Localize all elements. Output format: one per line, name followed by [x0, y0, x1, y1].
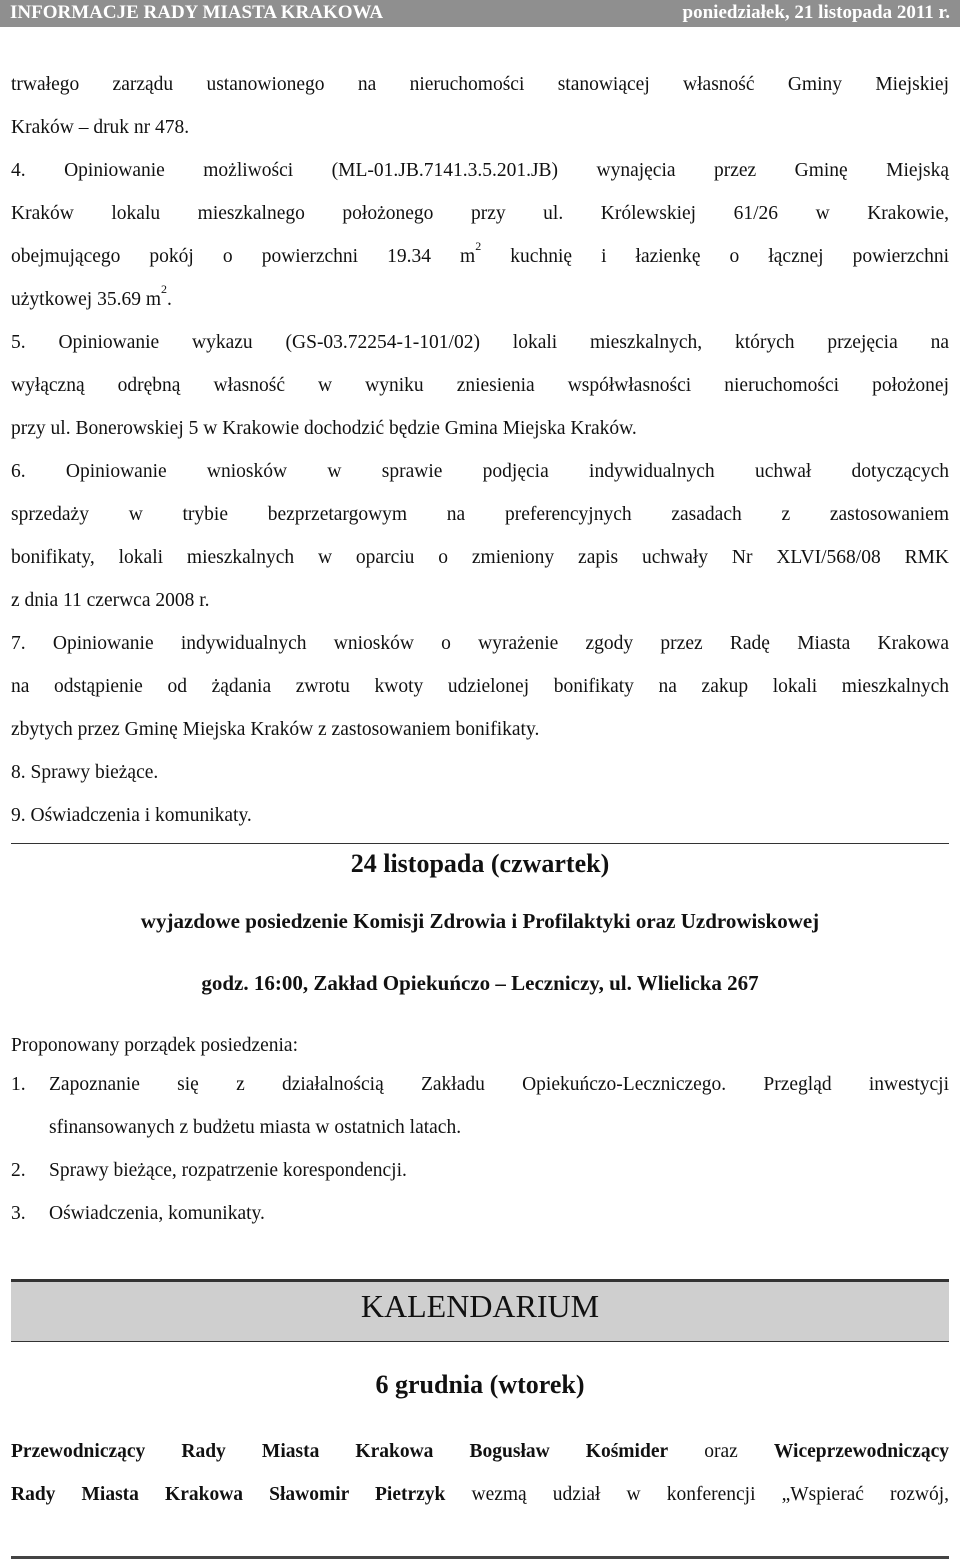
body-line: zbytych przez Gminę Miejska Kraków z zastosowaniem bonifikaty.	[11, 719, 540, 740]
list-item: Sprawy bieżące, rozpatrzenie korespondencji.	[49, 1160, 407, 1181]
body-line: Kraków – druk nr 478.	[11, 117, 190, 138]
header-date: poniedziałek, 21 listopada 2011 r.	[682, 2, 950, 23]
meeting-time-place: godz. 16:00, Zakład Opiekuńczo – Leczniczy, ul. Wlielicka 267	[201, 971, 759, 995]
body-line: wyłączną odrębną własność w wyniku zniesienia współwłasności nieruchomości położonej	[11, 375, 949, 396]
list-number: 2.	[11, 1160, 26, 1181]
agenda-item-6: 6. Opiniowanie wniosków w sprawie podjęcia indywidualnych uchwał dotyczących	[11, 461, 949, 482]
kalendarium-line: Rady Miasta Krakowa Sławomir Pietrzyk wezmą udział w konferencji „Wspierać rozwój,	[11, 1484, 949, 1505]
list-item: Oświadczenia, komunikaty.	[49, 1203, 265, 1224]
body-line: na odstąpienie od żądania zwrotu kwoty udzielonej bonifikaty na zakup lokali mieszkalnych	[11, 676, 949, 697]
body-line: z dnia 11 czerwca 2008 r.	[11, 590, 210, 611]
list-number: 3.	[11, 1203, 26, 1224]
agenda-item-9: 9. Oświadczenia i komunikaty.	[11, 805, 252, 826]
body-line: użytkowej 35.69 $m^2$.	[11, 282, 172, 310]
agenda-item-8: 8. Sprawy bieżące.	[11, 762, 159, 783]
meeting-title: wyjazdowe posiedzenie Komisji Zdrowia i Profilaktyki oraz Uzdrowiskowej	[140, 909, 820, 933]
kalendarium-line: Przewodniczący Rady Miasta Krakowa Bogusław Kośmider oraz Wiceprzewodniczący	[11, 1441, 949, 1462]
list-item-continuation: sfinansowanych z budżetu miasta w ostatnich latach.	[49, 1117, 462, 1138]
body-line: sprzedaży w trybie bezprzetargowym na preferencyjnych zasadach z zastosowaniem	[11, 504, 949, 525]
kalendarium-title: KALENDARIUM	[360, 1288, 600, 1324]
kalendarium-date-heading: 6 grudnia (wtorek)	[375, 1370, 585, 1399]
agenda-item-5: 5. Opiniowanie wykazu (GS-03.72254-1-101/02) lokali mieszkalnych, których przejęcia na	[11, 332, 949, 353]
body-line: trwałego zarządu ustanowionego na nieruchomości stanowiącej własność Gminy Miejskiej	[11, 74, 949, 95]
body-line: bonifikaty, lokali mieszkalnych w oparciu o zmieniony zapis uchwały Nr XLVI/568/08 RMK	[11, 547, 949, 568]
section-divider	[11, 843, 949, 844]
body-line: przy ul. Bonerowskiej 5 w Krakowie dochodzić będzie Gmina Miejska Kraków.	[11, 418, 637, 439]
agenda-item-4: 4. Opiniowanie możliwości (ML-01.JB.7141.3.5.201.JB) wynajęcia przez Gminę Miejską	[11, 160, 949, 181]
agenda-item-7: 7. Opiniowanie indywidualnych wniosków o wyrażenie zgody przez Radę Miasta Krakowa	[11, 633, 949, 654]
page-bottom-rule	[11, 1556, 949, 1559]
list-number: 1.	[11, 1074, 26, 1095]
body-line: obejmującego pokój o powierzchni 19.34 $m^2$ kuchnię i łazienkę o łącznej powierzchni	[11, 239, 949, 267]
body-line: Kraków lokalu mieszkalnego położonego przy ul. Królewskiej 61/26 w Krakowie,	[11, 203, 949, 224]
page-header	[0, 0, 960, 27]
list-item: Zapoznanie się z działalnością Zakładu Opiekuńczo-Leczniczego. Przegląd inwestycji	[49, 1074, 949, 1095]
date-heading: 24 listopada (czwartek)	[350, 849, 610, 878]
agenda-label: Proponowany porządek posiedzenia:	[11, 1035, 298, 1056]
header-title: INFORMACJE RADY MIASTA KRAKOWA	[10, 2, 384, 23]
